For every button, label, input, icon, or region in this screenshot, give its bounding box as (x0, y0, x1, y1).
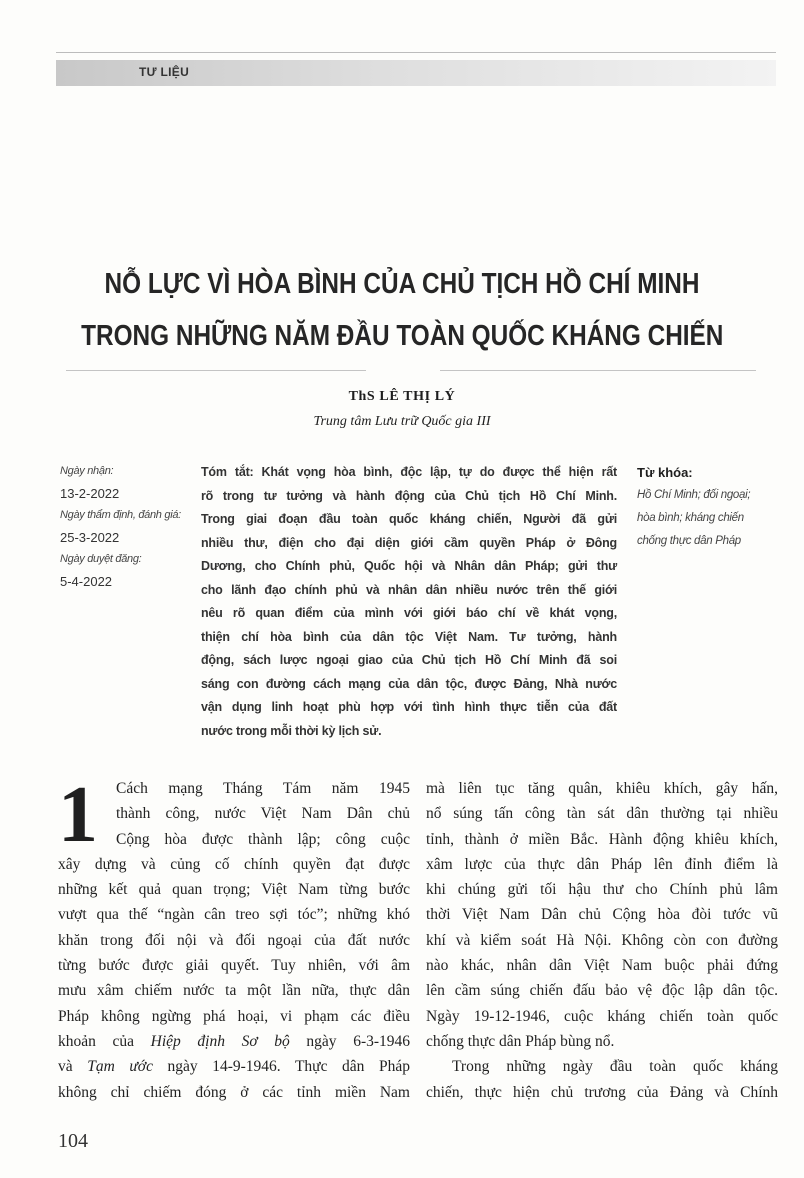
keywords-title: Từ khóa: (637, 465, 693, 480)
body-line: thành công, nước Việt Nam Dân chủ (116, 805, 410, 823)
separator-line-right (440, 370, 756, 371)
body-line: chiến, thực hiện chủ trương của Đảng và Chính (426, 1083, 778, 1101)
reviewed-label: Ngày thẩm định, đánh giá: (60, 509, 181, 521)
approved-label: Ngày duyệt đăng: (60, 553, 142, 565)
body-line: mưu xâm chiếm nước ta một lần nữa, thực dân (58, 982, 410, 1000)
body-line: xâm lược của thực dân Pháp lên đỉnh điểm là (426, 855, 778, 873)
drop-cap: 1 (58, 771, 98, 859)
treaty-name: Tạm ước (87, 1058, 153, 1076)
abstract-line: nhiều thư, điện cho đại diện giới cầm quyền Pháp ở Đông (201, 535, 617, 550)
body-line: vượt qua thế “ngàn cân treo sợi tóc”; những khó (58, 906, 410, 924)
body-line: lên cầm súng chiến đấu bảo vệ độc lập dân tộc. (426, 982, 778, 1000)
section-label: TƯ LIỆU (139, 65, 190, 79)
body-line: chống thực dân Pháp bùng nổ. (426, 1032, 615, 1050)
body-line: Cách mạng Tháng Tám năm 1945 (116, 780, 410, 797)
abstract (201, 461, 617, 743)
abstract-line: nêu rõ quan điểm của mình với giới báo chí về khát vọng, (201, 606, 617, 620)
page-number: 104 (58, 1130, 88, 1152)
abstract-line: vận dụng linh hoạt phù hợp với tình hình thực tiễn của đất (201, 700, 617, 714)
body-line: xây dựng và củng cố chính quyền đạt được (58, 855, 410, 873)
body-line: khăn trong đối nội và đối ngoại của đất nước (58, 931, 410, 949)
body-line: Pháp không ngừng phá hoại, vi phạm các điều (58, 1007, 410, 1025)
author-affiliation: Trung tâm Lưu trữ Quốc gia III (313, 414, 491, 429)
body-text: khoản của (58, 1032, 151, 1050)
article-title (81, 258, 723, 362)
section-header-band (56, 60, 776, 86)
top-rule (56, 52, 776, 53)
abstract-line: sáng con đường cách mạng của dân tộc, được Đảng, Nhà nước (201, 676, 617, 691)
body-line: khí và kiểm soát Hà Nội. Không còn con đường (426, 931, 778, 949)
abstract-line: Trong giai đoạn đầu toàn quốc kháng chiến, Người đã gửi (201, 512, 617, 526)
article-dates (60, 461, 200, 593)
body-column-right (426, 776, 778, 1105)
body-line: Cộng hòa được thành lập; công cuộc (116, 830, 410, 848)
treaty-name: Hiệp định Sơ bộ (150, 1032, 290, 1050)
body-line (58, 1029, 410, 1054)
body-line: không chỉ chiếm đóng ở các tỉnh miền Nam (58, 1083, 410, 1101)
body-line: nào khác, nhân dân Việt Nam buộc phải đứng (426, 957, 778, 975)
keywords-line: hòa bình; kháng chiến (637, 512, 744, 524)
abstract-line: động, sách lược ngoại giao của Chủ tịch Hồ Chí Minh đã soi (201, 653, 617, 667)
title-line-1: NỖ LỰC VÌ HÒA BÌNH CỦA CHỦ TỊCH HỒ CHÍ MINH (104, 268, 700, 300)
body-line: Ngày 19-12-1946, cuộc kháng chiến toàn quốc (426, 1007, 778, 1025)
body-line (58, 1054, 410, 1079)
received-date: 13-2-2022 (60, 486, 120, 501)
reviewed-date: 25-3-2022 (60, 530, 120, 545)
keywords (637, 461, 792, 553)
abstract-line: cho lãnh đạo chính phủ và nhân dân nhiều nước trên thế giới (201, 582, 617, 597)
abstract-line: Tóm tắt: Khát vọng hòa bình, độc lập, tự do được thể hiện rất (201, 465, 617, 479)
keywords-line: Hồ Chí Minh; đối ngoại; (637, 489, 751, 501)
keywords-line: chống thực dân Pháp (637, 535, 741, 547)
approved-date: 5-4-2022 (60, 574, 113, 589)
body-line: tỉnh, thành ở miền Bắc. Hành động khiêu khích, (426, 830, 778, 848)
abstract-line: Dương, cho Chính phủ, Quốc hội và Nhân dân Pháp; gửi thư (201, 559, 617, 573)
abstract-line: nước trong mỗi thời kỳ lịch sử. (201, 723, 382, 738)
body-line: Trong những ngày đầu toàn quốc kháng (452, 1058, 778, 1076)
separator-line-left (66, 370, 366, 371)
received-label: Ngày nhận: (60, 465, 114, 477)
body-line: từng bước được giải quyết. Tuy nhiên, với âm (58, 957, 410, 975)
body-line: thời Việt Nam Dân chủ Cộng hòa đòi tước vũ (426, 906, 778, 924)
body-text: ngày 14-9-1946. Thực dân Pháp (152, 1058, 410, 1076)
body-line: những kết quả quan trọng; Việt Nam từng bước (58, 881, 410, 899)
body-text: ngày 6-3-1946 (289, 1032, 411, 1050)
author-name: ThS LÊ THỊ LÝ (348, 389, 456, 404)
body-text: và (58, 1058, 88, 1076)
body-column-left (58, 771, 411, 1105)
abstract-line: rõ trong tư tưởng và hành động của Chủ tịch Hồ Chí Minh. (201, 488, 617, 503)
body-line: khi chúng gửi tối hậu thư cho Chính phủ lâm (426, 881, 778, 899)
body-line: nổ súng tấn công tàn sát dân thường tại nhiều (426, 805, 778, 823)
body-line: mà liên tục tăng quân, khiêu khích, gây hấn, (426, 780, 778, 797)
abstract-line: thiện chí hòa bình của dân tộc Việt Nam. Tư tưởng, hành (201, 629, 617, 644)
title-line-2: TRONG NHỮNG NĂM ĐẦU TOÀN QUỐC KHÁNG CHIẾN (81, 320, 724, 352)
